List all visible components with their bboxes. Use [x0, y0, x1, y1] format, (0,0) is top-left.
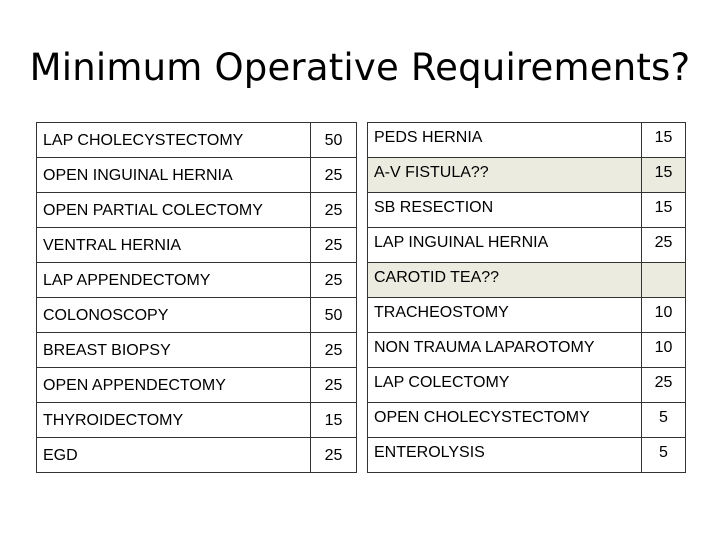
table-row [368, 193, 686, 228]
procedure-name: OPEN APPENDECTOMY [37, 368, 311, 403]
procedure-name: OPEN CHOLECYSTECTOMY [368, 403, 642, 438]
procedure-name: TRACHEOSTOMY [368, 298, 642, 333]
procedure-name: LAP COLECTOMY [368, 368, 642, 403]
procedure-count: 25 [311, 158, 357, 193]
table-row [37, 193, 357, 228]
procedure-count: 25 [642, 228, 686, 263]
table-row [37, 403, 357, 438]
right-requirements-table [367, 122, 686, 473]
procedure-count: 25 [311, 263, 357, 298]
procedure-count: 50 [311, 123, 357, 158]
procedure-count: 15 [642, 193, 686, 228]
procedure-count [642, 263, 686, 298]
procedure-count: 5 [642, 438, 686, 473]
procedure-name: COLONOSCOPY [37, 298, 311, 333]
table-row [368, 333, 686, 368]
procedure-count: 25 [311, 228, 357, 263]
procedure-name: NON TRAUMA LAPAROTOMY [368, 333, 642, 368]
table-row [37, 263, 357, 298]
page-title: Minimum Operative Requirements? [29, 46, 691, 89]
procedure-count: 25 [311, 368, 357, 403]
procedure-name: EGD [37, 438, 311, 473]
table-row [37, 438, 357, 473]
procedure-count: 10 [642, 298, 686, 333]
procedure-count: 15 [642, 123, 686, 158]
table-row [37, 368, 357, 403]
table-row [368, 158, 686, 193]
procedure-count: 15 [642, 158, 686, 193]
table-row [368, 403, 686, 438]
procedure-name: BREAST BIOPSY [37, 333, 311, 368]
procedure-count: 25 [311, 193, 357, 228]
procedure-name: LAP CHOLECYSTECTOMY [37, 123, 311, 158]
procedure-name: LAP APPENDECTOMY [37, 263, 311, 298]
procedure-name: SB RESECTION [368, 193, 642, 228]
procedure-name: OPEN INGUINAL HERNIA [37, 158, 311, 193]
procedure-name: VENTRAL HERNIA [37, 228, 311, 263]
procedure-count: 25 [311, 438, 357, 473]
procedure-name: PEDS HERNIA [368, 123, 642, 158]
procedure-name: CAROTID TEA?? [368, 263, 642, 298]
table-row [37, 228, 357, 263]
procedure-count: 25 [642, 368, 686, 403]
left-requirements-table [36, 122, 357, 473]
procedure-name: A-V FISTULA?? [368, 158, 642, 193]
table-row [37, 333, 357, 368]
table-row [37, 123, 357, 158]
procedure-count: 15 [311, 403, 357, 438]
procedure-name: OPEN PARTIAL COLECTOMY [37, 193, 311, 228]
table-row [368, 123, 686, 158]
procedure-count: 25 [311, 333, 357, 368]
table-row [37, 158, 357, 193]
procedure-count: 50 [311, 298, 357, 333]
table-row [368, 368, 686, 403]
procedure-count: 5 [642, 403, 686, 438]
table-row [37, 298, 357, 333]
procedure-count: 10 [642, 333, 686, 368]
procedure-name: LAP INGUINAL HERNIA [368, 228, 642, 263]
table-row [368, 438, 686, 473]
table-row [368, 228, 686, 263]
procedure-name: ENTEROLYSIS [368, 438, 642, 473]
table-row [368, 298, 686, 333]
procedure-name: THYROIDECTOMY [37, 403, 311, 438]
table-row [368, 263, 686, 298]
